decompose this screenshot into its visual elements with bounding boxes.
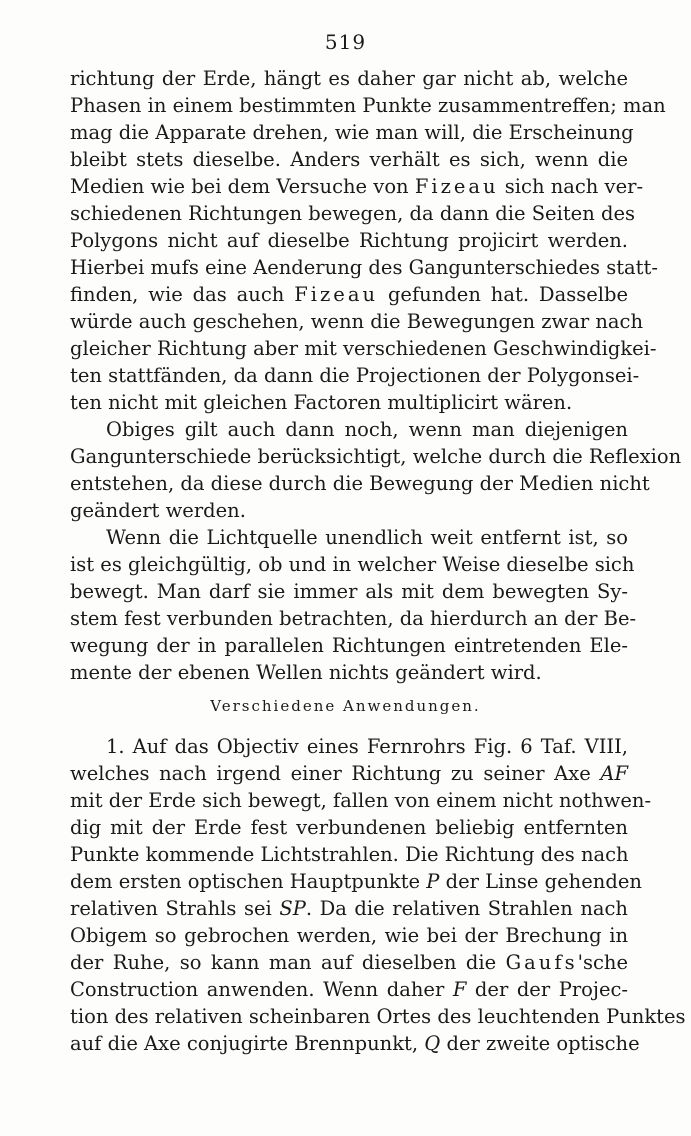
text-line: stem fest verbunden betrachten, da hierdurch an der Be- — [70, 607, 637, 630]
text-line: 1. Auf das Objectiv eines Fernrohrs Fig. 6 Taf. VIII, — [106, 735, 628, 758]
text-line: richtung der Erde, hängt es daher gar nicht ab, welche — [70, 67, 628, 90]
text-line: dig mit der Erde fest verbundenen beliebig entfernten — [70, 816, 628, 839]
page-number: 519 — [324, 30, 367, 54]
section-heading: Verschiedene Anwendungen. — [210, 697, 481, 715]
text-fragment: welches nach irgend einer Richtung zu seiner Axe — [70, 762, 601, 785]
text-fragment: auf die Axe conjugirte Brennpunkt, — [70, 1032, 425, 1055]
text-fragment: dem ersten optischen Hauptpunkte — [70, 870, 427, 893]
text-line — [70, 896, 628, 922]
text-line — [70, 869, 642, 895]
text-line: tion des relativen scheinbaren Ortes des leuchtenden Punktes — [70, 1005, 686, 1028]
text-line: Phasen in einem bestimmten Punkte zusammentreffen; man — [70, 94, 666, 117]
text-line: Obiges gilt auch dann noch, wenn man diejenigen — [106, 418, 628, 441]
math-symbol: F — [452, 978, 467, 1001]
text-fragment: . Da die relativen Strahlen nach — [305, 897, 628, 920]
text-line — [70, 761, 628, 787]
text-line: ten nicht mit gleichen Factoren multiplicirt wären. — [70, 391, 573, 414]
text-line — [70, 950, 628, 976]
text-line: geändert werden. — [70, 499, 246, 522]
text-line: würde auch geschehen, wenn die Bewegungen zwar nach — [70, 310, 644, 333]
math-symbol: SP — [279, 897, 306, 920]
text-line: entstehen, da diese durch die Bewegung der Medien nicht — [70, 472, 650, 495]
math-symbol: Q — [424, 1032, 441, 1055]
text-fragment: sich nach ver- — [498, 175, 644, 198]
author-name: Gaufs — [505, 951, 578, 974]
text-line: mit der Erde sich bewegt, fallen von einem nicht nothwen- — [70, 789, 652, 812]
text-line: gleicher Richtung aber mit verschiedenen Geschwindigkei- — [70, 337, 657, 360]
text-line: Punkte kommende Lichtstrahlen. Die Richtung des nach — [70, 843, 629, 866]
text-fragment: der Linse gehenden — [439, 870, 642, 893]
text-line: ist es gleichgültig, ob und in welcher Weise dieselbe sich — [70, 553, 635, 576]
text-line: mag die Apparate drehen, wie man will, die Erscheinung — [70, 121, 634, 144]
text-fragment: Medien wie bei dem Versuche von — [70, 175, 415, 198]
math-symbol: P — [426, 870, 440, 893]
text-line: bleibt stets dieselbe. Anders verhält es sich, wenn die — [70, 148, 628, 171]
text-fragment: der zweite optische — [440, 1032, 640, 1055]
text-fragment: 'sche — [577, 951, 628, 974]
text-line: ten stattfänden, da dann die Projectionen der Polygonsei- — [70, 364, 640, 387]
text-fragment: relativen Strahls sei — [70, 897, 280, 920]
author-name: Fizeau — [414, 175, 499, 198]
text-line: Hierbei mufs eine Aenderung des Gangunterschiedes statt- — [70, 256, 658, 279]
text-line: bewegt. Man darf sie immer als mit dem bewegten Sy- — [70, 580, 628, 603]
text-fragment: gefunden hat. Dasselbe — [378, 283, 629, 306]
text-line — [70, 282, 628, 308]
text-line: Obigem so gebrochen werden, wie bei der Brechung in — [70, 924, 628, 947]
text-line — [70, 1031, 640, 1057]
math-symbol: AF — [600, 762, 628, 785]
text-line: mente der ebenen Wellen nichts geändert wird. — [70, 661, 542, 684]
text-line: Polygons nicht auf dieselbe Richtung projicirt werden. — [70, 229, 628, 252]
text-fragment: der Ruhe, so kann man auf dieselben die — [70, 951, 506, 974]
text-line — [70, 977, 628, 1003]
text-line: Wenn die Lichtquelle unendlich weit entfernt ist, so — [106, 526, 628, 549]
text-fragment: finden, wie das auch — [70, 283, 295, 306]
text-fragment: der der Projec- — [466, 978, 628, 1001]
author-name: Fizeau — [294, 283, 379, 306]
text-fragment: Construction anwenden. Wenn daher — [70, 978, 453, 1001]
text-line: Gangunterschiede berücksichtigt, welche durch die Reflexion — [70, 445, 682, 468]
text-line — [70, 174, 644, 200]
text-line: wegung der in parallelen Richtungen eintretenden Ele- — [70, 634, 628, 657]
text-line: schiedenen Richtungen bewegen, da dann die Seiten des — [70, 202, 635, 225]
